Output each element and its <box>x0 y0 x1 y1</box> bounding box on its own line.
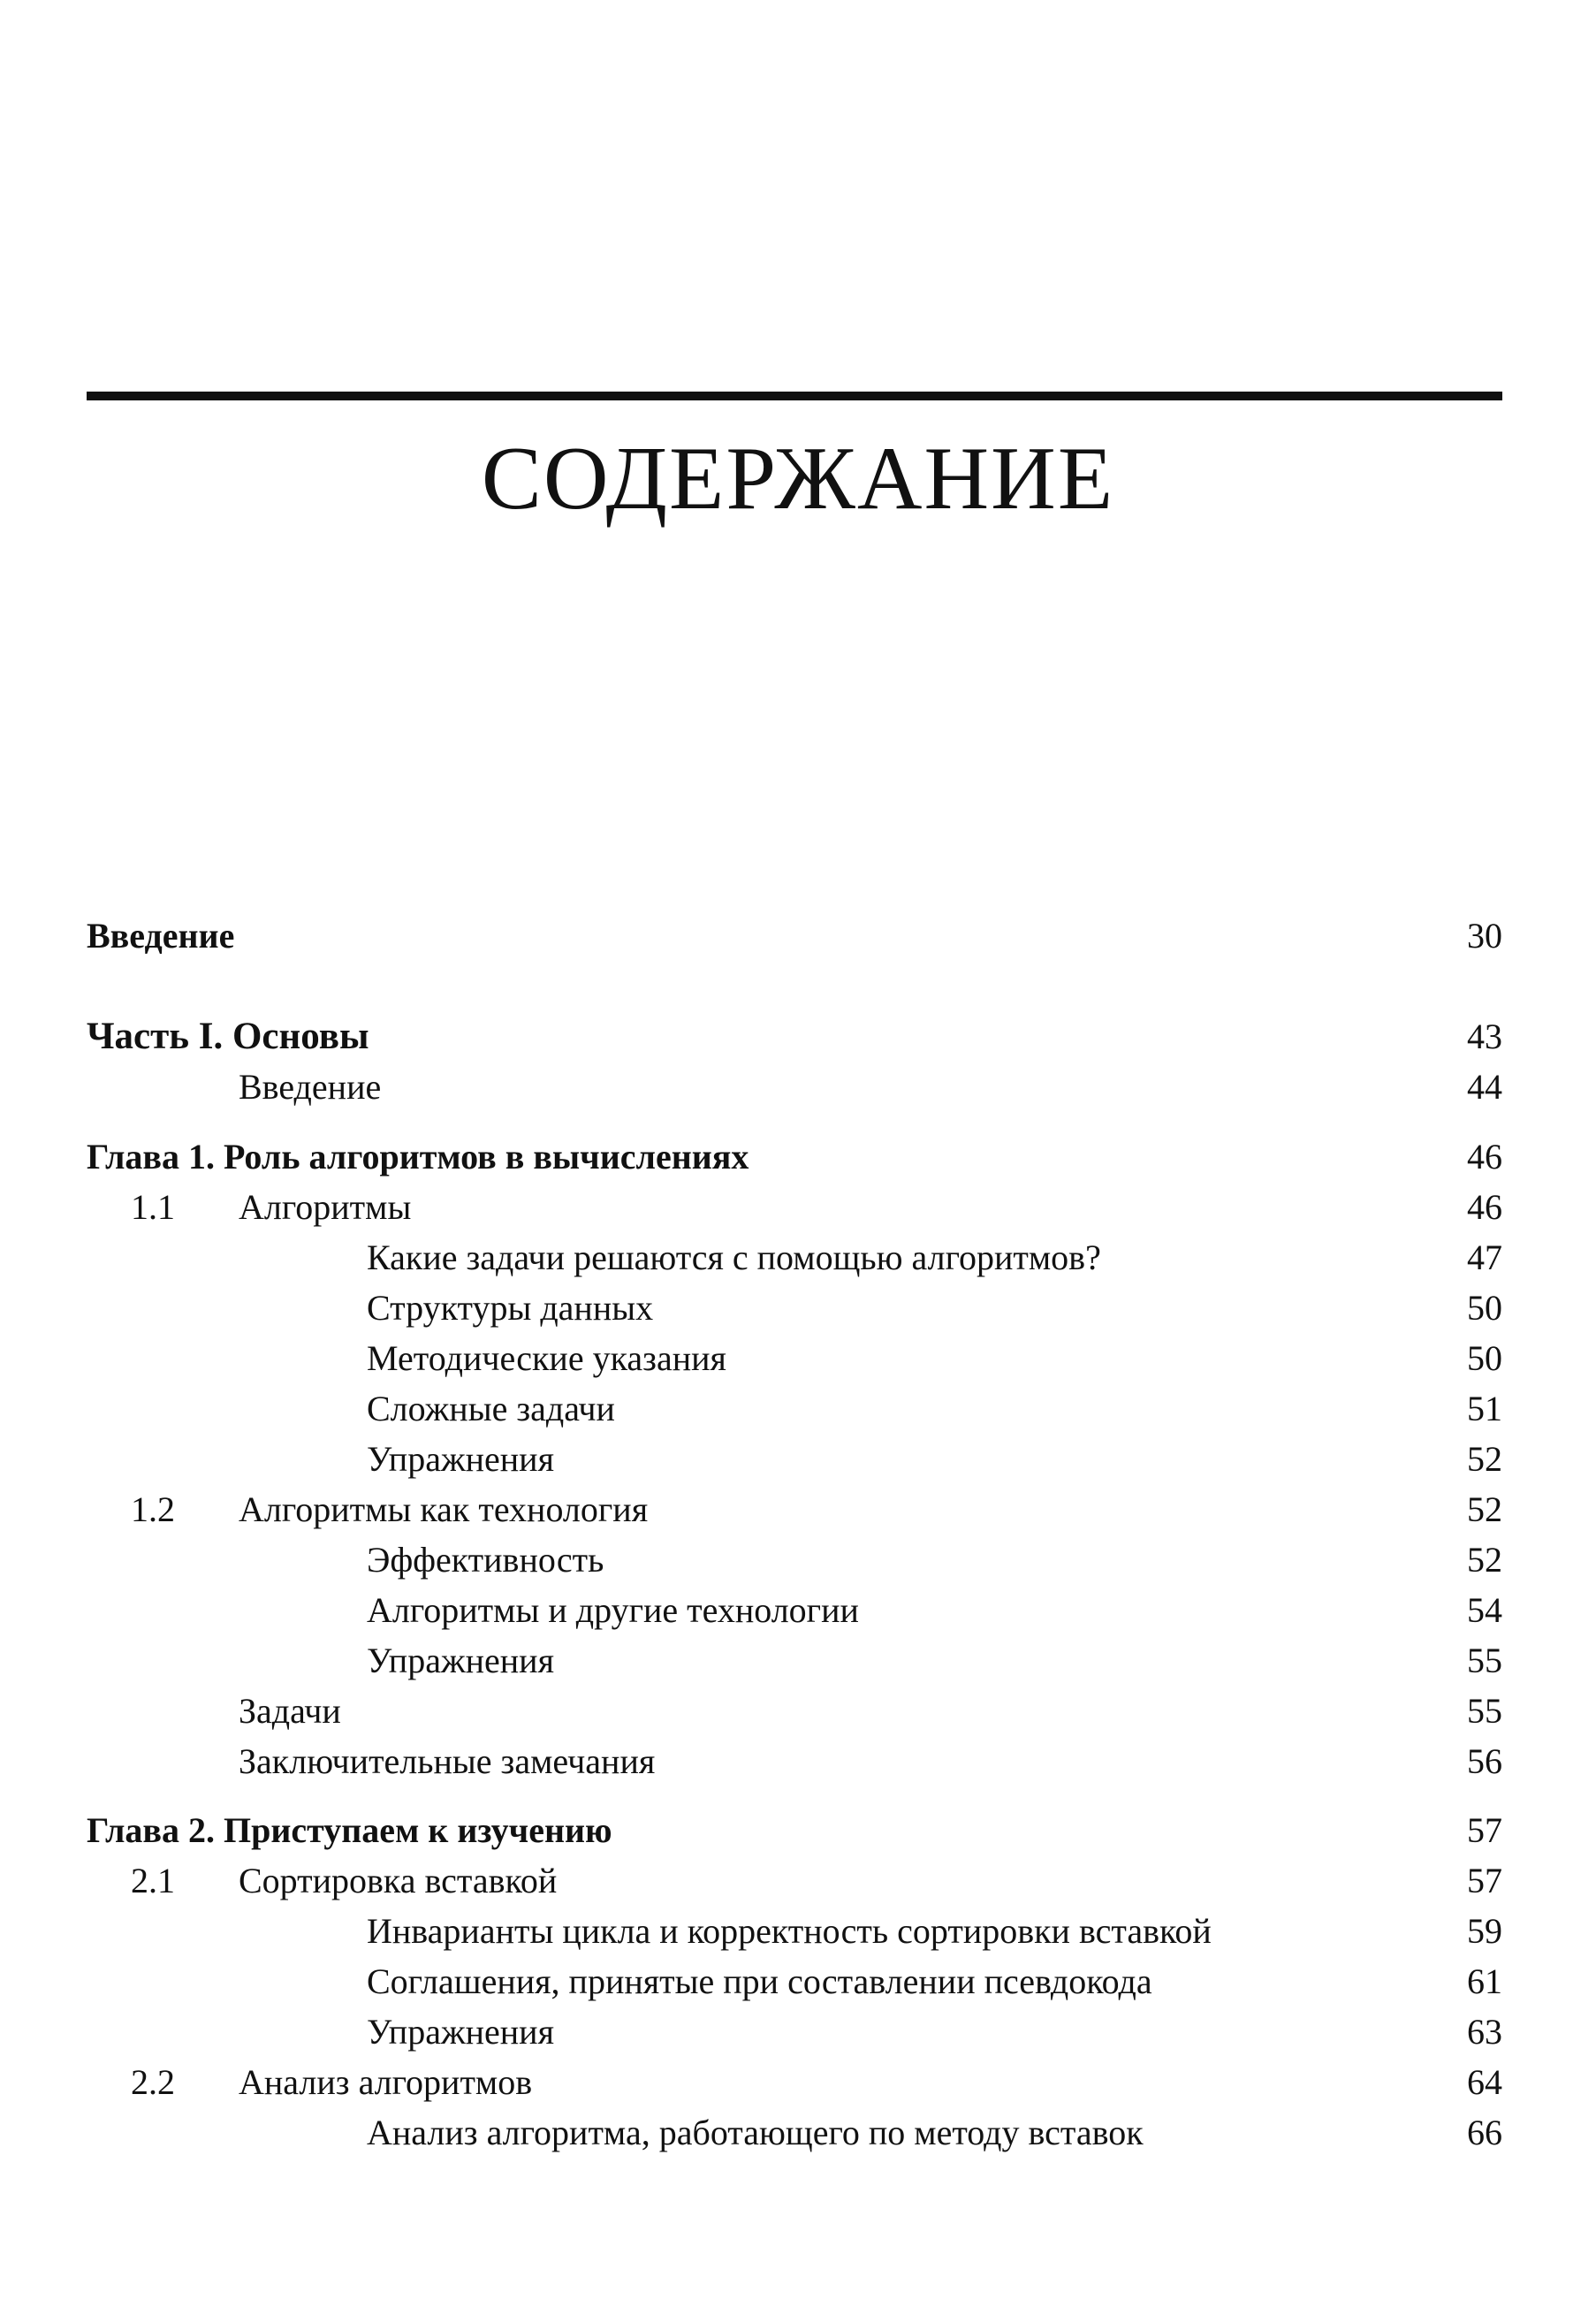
page-title: СОДЕРЖАНИЕ <box>481 429 1115 529</box>
toc-entry-subsection[interactable] <box>87 1956 1502 2007</box>
toc-entry-label: Какие задачи решаются с помощью алгоритмов? <box>367 1237 1101 1277</box>
toc-entry-page: 30 <box>1467 916 1502 956</box>
toc-entry-label: Упражнения <box>367 1641 554 1680</box>
toc-entry-label: Сортировка вставкой <box>239 1861 558 1900</box>
toc-entry-label: Задачи <box>239 1691 341 1731</box>
toc-section-number: 2.2 <box>131 2062 175 2102</box>
toc-entry-subsection[interactable] <box>87 1232 1502 1283</box>
toc-entry-section-1-2[interactable] <box>87 1484 1502 1534</box>
toc-entry-subsection[interactable] <box>87 2007 1502 2057</box>
toc-entry-label: Структуры данных <box>367 1288 654 1328</box>
toc-entry-page: 57 <box>1467 1810 1502 1850</box>
toc-entry-subsection[interactable] <box>87 1534 1502 1585</box>
toc-entry-label: Часть I. Основы <box>87 1016 369 1057</box>
toc-entry-label: Заключительные замечания <box>239 1741 656 1781</box>
toc-entry-subsection[interactable] <box>87 1383 1502 1434</box>
toc-section-number: 1.2 <box>131 1489 175 1529</box>
toc-entry-subsection[interactable] <box>87 1906 1502 1956</box>
toc-entry-label: Инварианты цикла и корректность сортировки вставкой <box>367 1911 1212 1951</box>
toc-entry-problems[interactable] <box>87 1686 1502 1736</box>
toc-entry-chapter-1[interactable] <box>87 1131 1502 1182</box>
toc-entry-section-2-1[interactable] <box>87 1855 1502 1906</box>
toc-entry-label: Алгоритмы как технология <box>239 1489 649 1529</box>
toc-entry-label: Эффективность <box>367 1540 604 1580</box>
toc-entry-label: Анализ алгоритмов <box>239 2062 533 2102</box>
toc-entry-page: 52 <box>1467 1540 1502 1580</box>
toc-entry-part-1[interactable] <box>87 1011 1502 1062</box>
toc-entry-page: 47 <box>1467 1237 1502 1277</box>
toc-entry-label: Методические указания <box>367 1338 726 1378</box>
toc-entry-label: Упражнения <box>367 1439 554 1479</box>
toc-entry-label: Алгоритмы и другие технологии <box>367 1590 859 1630</box>
toc-entry-page: 44 <box>1467 1067 1502 1107</box>
toc-entry-page: 55 <box>1467 1641 1502 1680</box>
toc-entry-page: 43 <box>1467 1017 1502 1056</box>
toc-entry-page: 46 <box>1467 1137 1502 1177</box>
toc-entry-label: Сложные задачи <box>367 1389 615 1428</box>
toc-entry-page: 46 <box>1467 1187 1502 1227</box>
toc-entry-label: Анализ алгоритма, работающего по методу вставок <box>367 2113 1144 2152</box>
toc-entry-page: 66 <box>1467 2113 1502 2152</box>
title-rule <box>87 392 1502 400</box>
toc-entry-label: Глава 1. Роль алгоритмов в вычислениях <box>87 1137 749 1177</box>
toc-entry-label: Соглашения, принятые при составлении псевдокода <box>367 1961 1152 2001</box>
toc-entry-label: Глава 2. Приступаем к изучению <box>87 1810 612 1850</box>
toc-entry-chapter-2[interactable] <box>87 1805 1502 1855</box>
toc-entry-page: 54 <box>1467 1590 1502 1630</box>
toc-entry-page: 52 <box>1467 1439 1502 1479</box>
toc-entry-subsection[interactable] <box>87 1585 1502 1635</box>
toc-entry-page: 59 <box>1467 1911 1502 1951</box>
toc-entry-part-1-introduction[interactable] <box>87 1062 1502 1112</box>
toc-entry-subsection[interactable] <box>87 1283 1502 1333</box>
toc-entry-subsection[interactable] <box>87 1333 1502 1383</box>
toc-entry-page: 50 <box>1467 1288 1502 1328</box>
toc-entry-label: Введение <box>87 916 235 956</box>
toc-entry-label: Упражнения <box>367 2012 554 2052</box>
toc-entry-subsection[interactable] <box>87 1635 1502 1686</box>
toc-entry-chapter-notes[interactable] <box>87 1736 1502 1786</box>
toc-entry-page: 56 <box>1467 1741 1502 1781</box>
toc-entry-introduction[interactable] <box>87 910 1502 961</box>
toc-entry-page: 51 <box>1467 1389 1502 1428</box>
toc-entry-subsection[interactable] <box>87 1434 1502 1484</box>
toc-entry-page: 52 <box>1467 1489 1502 1529</box>
toc-entry-section-2-2[interactable] <box>87 2057 1502 2107</box>
toc-section-number: 2.1 <box>131 1861 175 1900</box>
toc-section-number: 1.1 <box>131 1187 175 1227</box>
toc-entry-page: 50 <box>1467 1338 1502 1378</box>
toc-entry-label: Введение <box>239 1067 382 1107</box>
table-of-contents <box>87 910 1502 2158</box>
toc-entry-section-1-1[interactable] <box>87 1182 1502 1232</box>
toc-entry-page: 64 <box>1467 2062 1502 2102</box>
toc-entry-label: Алгоритмы <box>239 1187 412 1227</box>
toc-entry-subsection[interactable] <box>87 2107 1502 2158</box>
toc-entry-page: 57 <box>1467 1861 1502 1900</box>
toc-entry-page: 63 <box>1467 2012 1502 2052</box>
toc-entry-page: 61 <box>1467 1961 1502 2001</box>
toc-entry-page: 55 <box>1467 1691 1502 1731</box>
